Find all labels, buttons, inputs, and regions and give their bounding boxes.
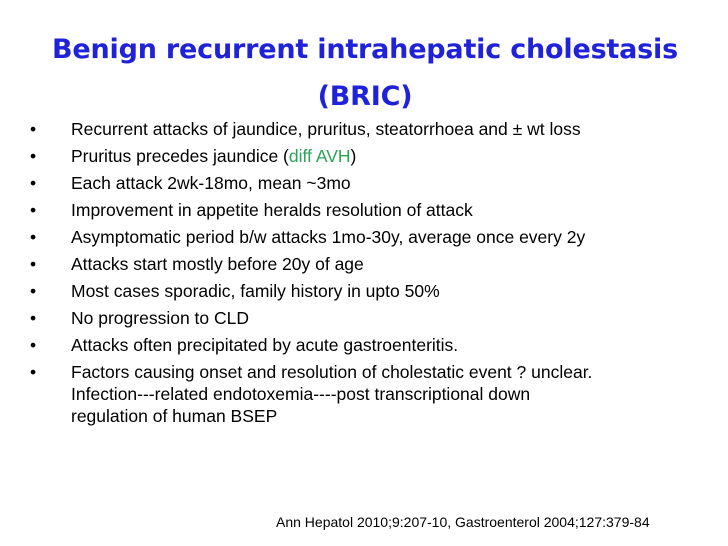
bullet-text-line-3: regulation of human BSEP xyxy=(71,406,278,426)
bullet-marker: • xyxy=(30,281,37,301)
bullet-text: Attacks start mostly before 20y of age xyxy=(71,254,364,274)
bullet-item-2 xyxy=(28,145,718,167)
bullet-marker: • xyxy=(30,200,37,220)
bullet-marker: • xyxy=(30,308,37,328)
bullet-item-10 xyxy=(28,361,718,427)
bullet-item-9 xyxy=(28,334,718,356)
bullet-marker: • xyxy=(30,254,37,274)
bullet-text-before: Pruritus precedes jaundice ( xyxy=(71,146,289,166)
slide-title xyxy=(40,26,690,120)
bullet-item-1 xyxy=(28,118,718,140)
bullet-item-6 xyxy=(28,253,718,275)
bullet-item-8 xyxy=(28,307,718,329)
bullet-list xyxy=(28,118,718,432)
bullet-marker: • xyxy=(30,173,37,193)
bullet-text-line-1: Factors causing onset and resolution of cholestatic event ? unclear. xyxy=(71,362,593,382)
bullet-text: Each attack 2wk-18mo, mean ~3mo xyxy=(71,173,351,193)
bullet-text: No progression to CLD xyxy=(71,308,249,328)
citation: Ann Hepatol 2010;9:207-10, Gastroenterol 2004;127:379-84 xyxy=(276,514,650,530)
bullet-item-3 xyxy=(28,172,718,194)
bullet-marker: • xyxy=(30,119,37,139)
bullet-marker: • xyxy=(30,362,37,382)
bullet-item-5 xyxy=(28,226,718,248)
bullet-text: Recurrent attacks of jaundice, pruritus, steatorrhoea and ± wt loss xyxy=(71,119,581,139)
bullet-text: Improvement in appetite heralds resolution of attack xyxy=(71,200,473,220)
title-line-1: Benign recurrent intrahepatic cholestasis xyxy=(52,34,678,65)
bullet-text-after: ) xyxy=(350,146,357,166)
bullet-text: Attacks often precipitated by acute gastroenteritis. xyxy=(71,335,459,355)
title-line-2: (BRIC) xyxy=(317,81,413,112)
bullet-text-line-2: Infection---related endotoxemia----post transcriptional down xyxy=(71,384,531,404)
bullet-item-7 xyxy=(28,280,718,302)
bullet-marker: • xyxy=(30,227,37,247)
highlight-text: diff AVH xyxy=(288,146,351,166)
bullet-marker: • xyxy=(30,335,37,355)
bullet-text: Most cases sporadic, family history in upto 50% xyxy=(71,281,440,301)
bullet-item-4 xyxy=(28,199,718,221)
bullet-text: Asymptomatic period b/w attacks 1mo-30y, average once every 2y xyxy=(71,227,586,247)
bullet-marker: • xyxy=(30,146,37,166)
